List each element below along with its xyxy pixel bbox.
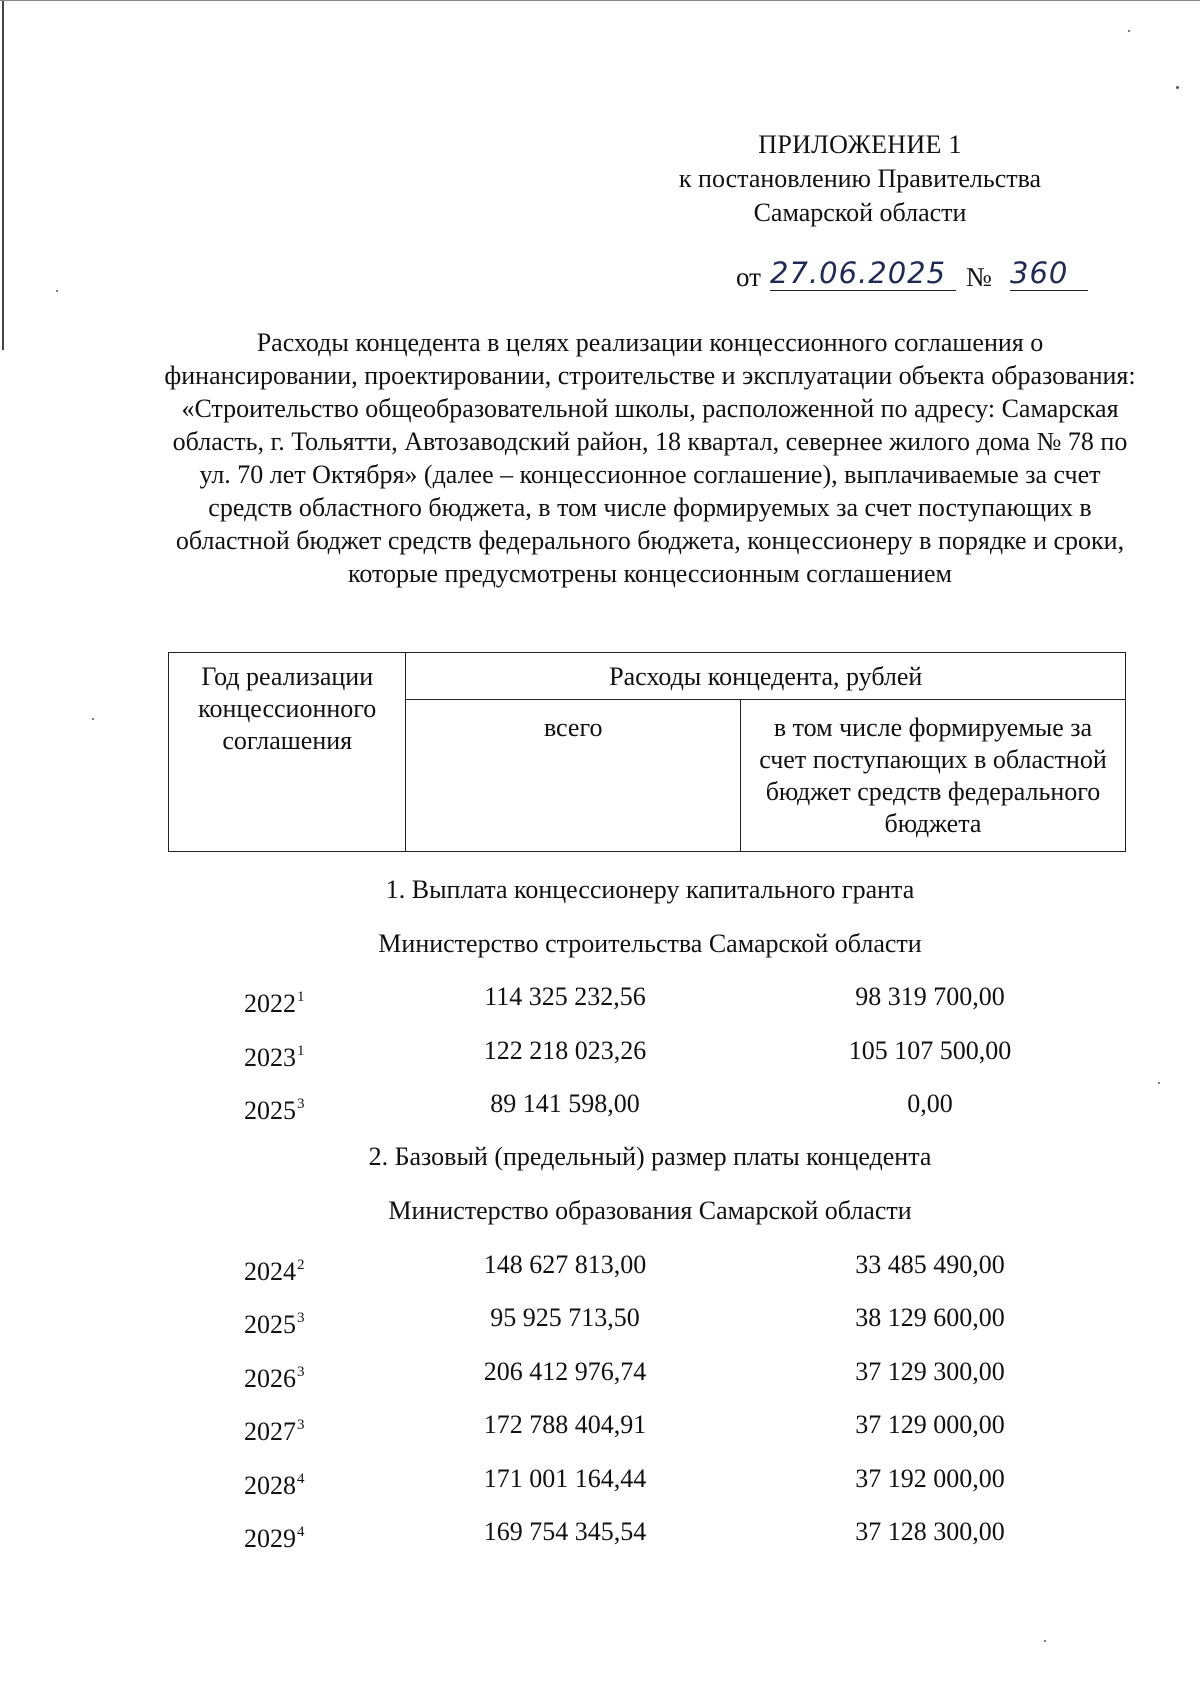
- header-year: Год реализации концессионного соглашения: [169, 653, 406, 852]
- row-total: 148 627 813,00: [483, 1250, 647, 1279]
- row-total: 89 141 598,00: [490, 1089, 640, 1118]
- section-1-ministry: Министерство строительства Самарской области: [378, 929, 922, 958]
- row-year: 2027$^3$: [244, 1417, 305, 1446]
- row-federal: 0,00: [907, 1089, 953, 1118]
- table-row: [0, 1034, 1200, 1072]
- header-expenses-group: Расходы концедента, рублей: [406, 653, 1126, 700]
- scan-speck: [1044, 1640, 1046, 1642]
- scan-edge-left: [2, 0, 4, 350]
- footnote-mark: 3: [297, 1417, 305, 1433]
- table-row: [0, 1462, 1200, 1500]
- scan-speck: [1158, 1082, 1160, 1084]
- appendix-block: [620, 128, 1100, 230]
- row-federal: 37 129 000,00: [855, 1410, 1005, 1439]
- row-year: 2025$^3$: [244, 1310, 305, 1339]
- row-year: 2026$^3$: [244, 1364, 305, 1393]
- row-total: 206 412 976,74: [483, 1357, 647, 1386]
- scan-edge-top: [0, 0, 1200, 1]
- row-total: 122 218 023,26: [483, 1036, 647, 1065]
- row-total: 169 754 345,54: [483, 1517, 647, 1546]
- table-row: [0, 1515, 1200, 1553]
- number-label: №: [966, 262, 992, 292]
- footnote-mark: 1: [297, 989, 305, 1005]
- row-federal: 98 319 700,00: [855, 982, 1005, 1011]
- row-federal: 37 129 300,00: [855, 1357, 1005, 1386]
- section-1-title: 1. Выплата концессионеру капитального гранта: [385, 875, 915, 904]
- header-federal: в том числе формируемые за счет поступающих в областной бюджет средств федерального бюджета: [740, 700, 1125, 852]
- row-total: 171 001 164,44: [483, 1464, 647, 1493]
- table-row: [0, 1355, 1200, 1393]
- appendix-line-3: Самарской области: [753, 198, 967, 227]
- row-year: 2029$^4$: [244, 1524, 305, 1553]
- scan-speck: [92, 718, 94, 720]
- scan-speck: [56, 290, 58, 292]
- section-2-title: 2. Базовый (предельный) размер платы концедента: [368, 1142, 932, 1171]
- row-federal: 105 107 500,00: [848, 1036, 1012, 1065]
- row-year: 2025$^3$: [244, 1096, 305, 1125]
- table-row: [0, 1301, 1200, 1339]
- scan-speck: [1128, 30, 1130, 32]
- row-federal: 33 485 490,00: [855, 1250, 1005, 1279]
- appendix-title: ПРИЛОЖЕНИЕ 1: [758, 130, 962, 159]
- row-year: 2023$^1$: [244, 1043, 305, 1072]
- footnote-mark: 4: [297, 1524, 305, 1540]
- from-label: от: [736, 262, 761, 292]
- decree-reference: [730, 256, 1090, 296]
- handwritten-number: 360: [1010, 256, 1069, 290]
- row-year: 2022$^1$: [244, 989, 305, 1018]
- table-row: [0, 980, 1200, 1018]
- handwritten-date: 27.06.2025: [770, 256, 947, 290]
- footnote-mark: 3: [297, 1310, 305, 1326]
- date-underline: [770, 290, 956, 291]
- table-row: [0, 1248, 1200, 1286]
- table-row: [0, 1087, 1200, 1125]
- number-underline: [1010, 290, 1088, 291]
- document-heading: Расходы концедента в целях реализации концессионного соглашения о финансировании, проектировании, строительстве и эксплуатации объекта образования: «Строительство общеобразовательной школы, расположенной по адресу: Самарская область, г. Тольятти, Автозаводский район, 18 квартал, севернее жилого дома № 78 по ул. 70 лет Октября» (далее – концессионное соглашение), выплачиваемые за счет средств областного бюджета, в том числе формируемых за счет поступающих в областной бюджет средств федерального бюджета, концессионеру в порядке и сроки, которые предусмотрены концессионным соглашением: [164, 328, 1136, 588]
- table-row: [0, 1408, 1200, 1446]
- row-federal: 37 128 300,00: [855, 1517, 1005, 1546]
- header-total: всего: [406, 700, 740, 852]
- footnote-mark: 3: [297, 1096, 305, 1112]
- footnote-mark: 4: [297, 1471, 305, 1487]
- scan-speck: [1176, 86, 1179, 89]
- footnote-mark: 3: [297, 1364, 305, 1380]
- row-total: 95 925 713,50: [490, 1303, 640, 1332]
- footnote-mark: 2: [297, 1257, 305, 1273]
- row-total: 114 325 232,56: [484, 982, 646, 1011]
- appendix-line-2: к постановлению Правительства: [678, 164, 1042, 193]
- row-year: 2024$^2$: [244, 1257, 305, 1286]
- footnote-mark: 1: [297, 1043, 305, 1059]
- row-federal: 37 192 000,00: [855, 1464, 1005, 1493]
- row-year: 2028$^4$: [244, 1471, 305, 1500]
- row-federal: 38 129 600,00: [855, 1303, 1005, 1332]
- expenses-table-header: [168, 652, 1126, 852]
- row-total: 172 788 404,91: [483, 1410, 647, 1439]
- section-2-ministry: Министерство образования Самарской области: [388, 1196, 912, 1225]
